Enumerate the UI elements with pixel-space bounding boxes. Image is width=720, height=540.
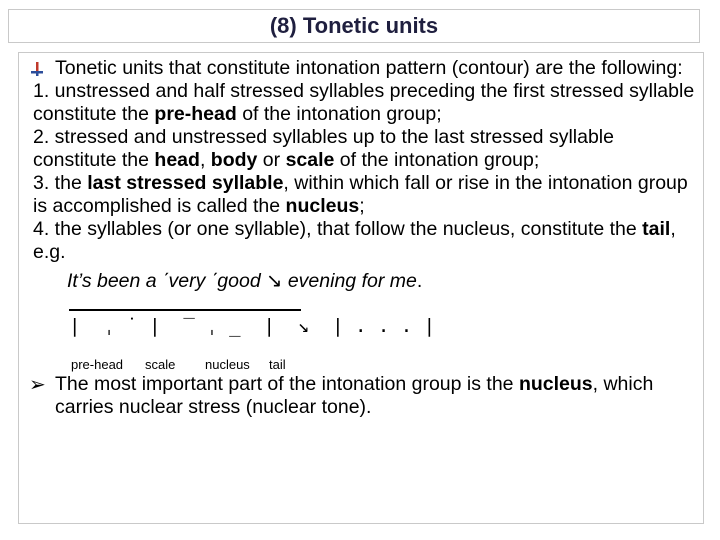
item-1-text: 1. unstressed and half stressed syllables preceding the first stressed syllable constitute the [33, 80, 695, 125]
example-period: . [416, 270, 423, 292]
list-item-3 [27, 172, 699, 218]
item-1-term: pre-head [154, 103, 237, 125]
intro-text: Tonetic units that constitute intonation pattern (contour) are the following: [55, 57, 683, 79]
item-2-term-head: head [154, 149, 200, 171]
list-item-2 [27, 126, 699, 172]
pushpin-bullet-icon [29, 62, 45, 76]
slide-title-text: (8) Tonetic units [269, 13, 439, 38]
scheme-marks: | ˌ ˙ | ‾ ˌ _ | ↘ | . . . | [69, 315, 436, 337]
item-3-text-end: ; [359, 195, 365, 217]
example-text: It’s been a ˊvery ˊgood ↘ evening for me [67, 270, 417, 292]
label-nucleus: nucleus [205, 357, 250, 372]
item-3-term-last-stressed: last stressed syllable [87, 172, 284, 194]
item-2-sep2: or [257, 149, 286, 171]
item-2-text: 2. stressed and unstressed syllables up to the last stressed syllable constitute the [33, 126, 614, 171]
content-box [18, 52, 704, 524]
item-2-term-body: body [210, 149, 258, 171]
label-scale: scale [145, 357, 176, 372]
list-item-4 [27, 218, 699, 264]
label-pre-head: pre-head [71, 357, 124, 372]
item-4-text-end: , e.g. [33, 218, 676, 263]
item-3-text-mid: , within which fall or rise in the intonation group is accomplished is called the [33, 172, 688, 217]
item-2-text-end: of the intonation group; [334, 149, 540, 171]
conclusion-text: The most important part of the intonation group is the [55, 373, 519, 395]
item-2-term-scale: scale [285, 149, 335, 171]
intro-bullet [27, 57, 699, 80]
conclusion-text-end: , which carries nuclear stress (nuclear tone). [55, 373, 654, 418]
slide-title [8, 9, 700, 43]
item-4-text: 4. the syllables (or one syllable), that follow the nucleus, constitute the [33, 218, 643, 240]
conclusion-term-nucleus: nucleus [518, 373, 593, 395]
intonation-scheme [27, 295, 699, 373]
conclusion-bullet [27, 373, 699, 419]
item-4-term-tail: tail [642, 218, 671, 240]
scheme-overline [69, 309, 301, 311]
example-sentence [27, 270, 699, 293]
item-3-text: 3. the [33, 172, 88, 194]
content-text [27, 57, 699, 419]
arrowhead-bullet-icon: ➢ [29, 374, 46, 396]
item-2-sep1: , [199, 149, 211, 171]
item-3-term-nucleus: nucleus [285, 195, 360, 217]
item-1-text-end: of the intonation group; [236, 103, 442, 125]
label-tail: tail [269, 357, 286, 372]
list-item-1 [27, 80, 699, 126]
